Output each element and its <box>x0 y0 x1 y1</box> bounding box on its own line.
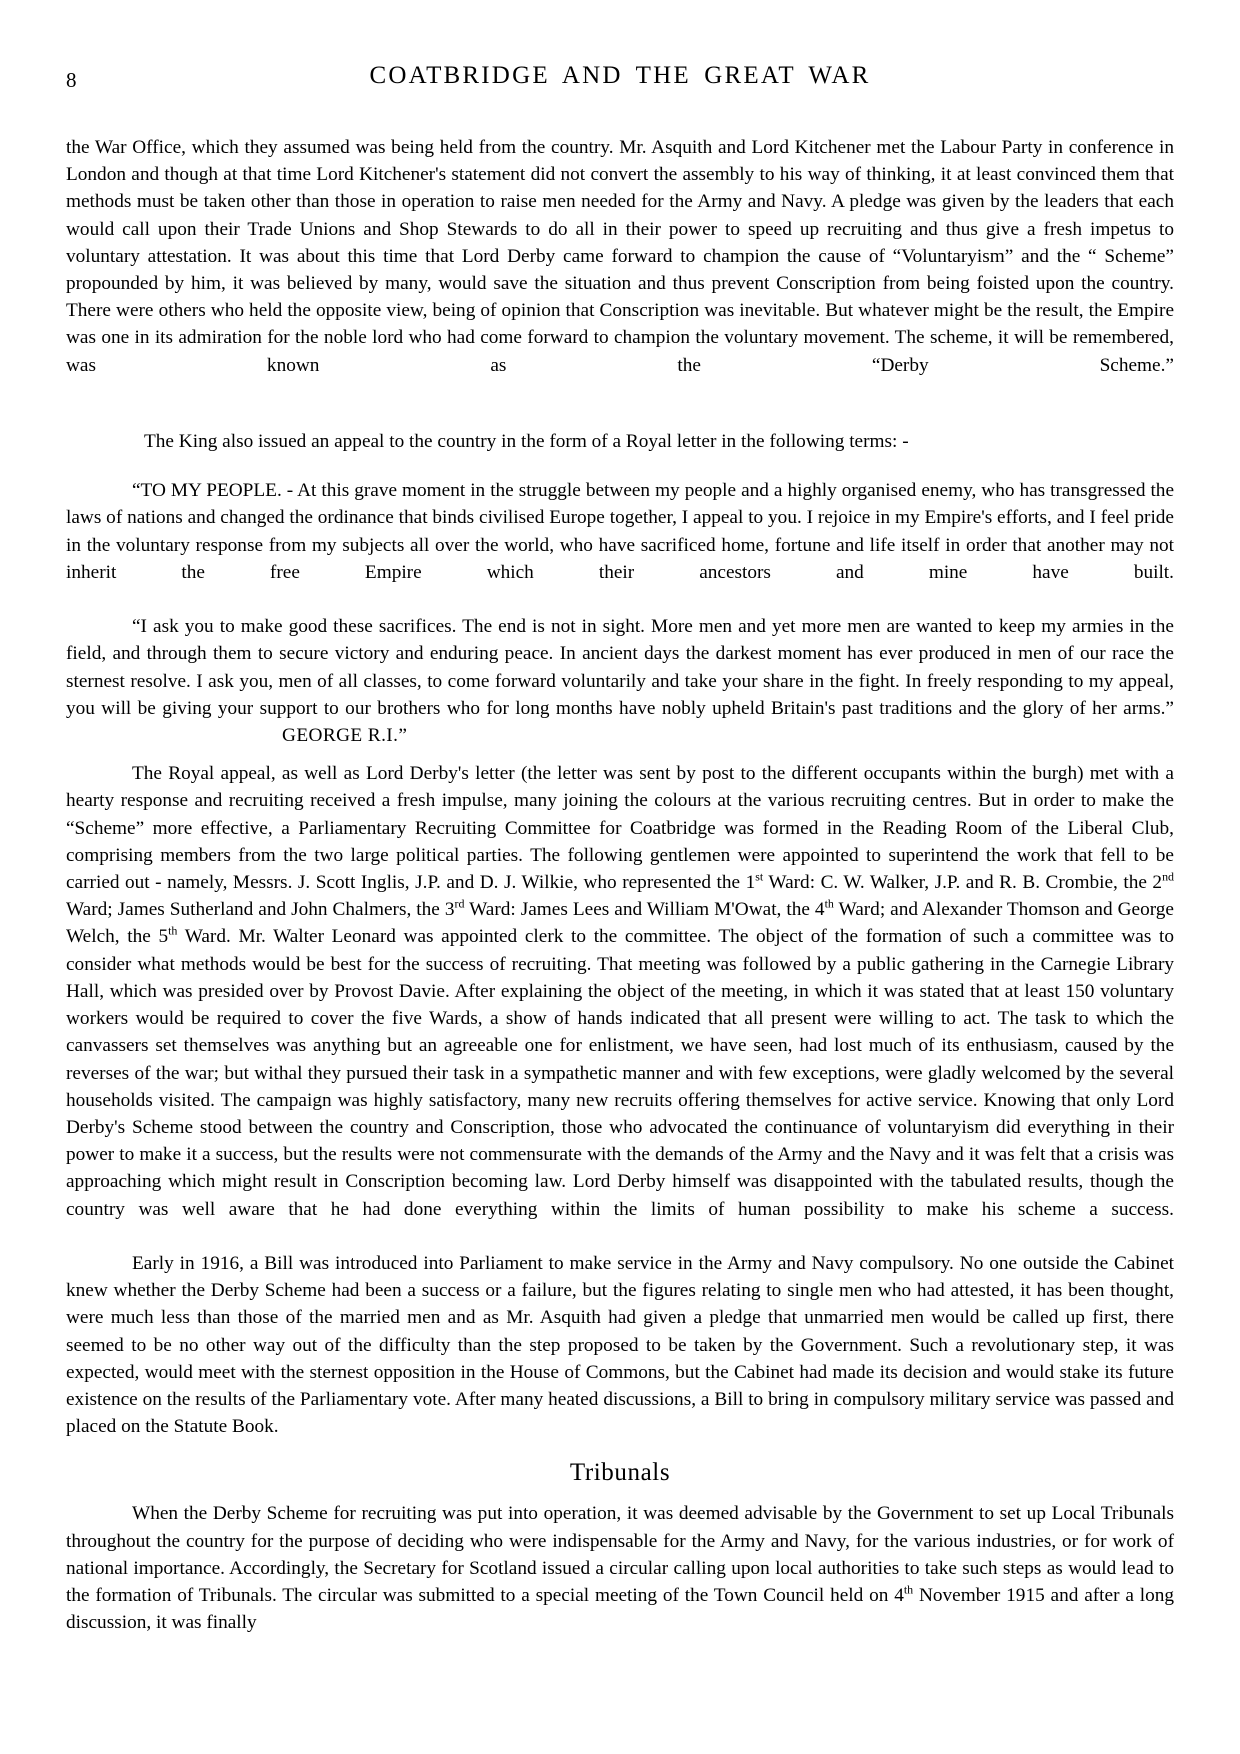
ordinal-suffix-date: th <box>903 1582 914 1597</box>
running-head <box>66 62 1174 100</box>
royal-signature: GEORGE R.I.” <box>282 725 408 747</box>
paragraph-tribunals <box>66 1500 1174 1636</box>
committee-text-e: Ward; and Alexander Thomson and George Welch, the 5 <box>66 899 1174 948</box>
paragraph-spacer <box>66 749 1174 760</box>
paragraph-royal-letter-2 <box>66 613 1174 749</box>
committee-text-c: Ward; James Sutherland and John Chalmers, the 3 <box>66 899 455 921</box>
committee-text-a: The Royal appeal, as well as Lord Derby's letter (the letter was sent by post to the different occupants within the burgh) met with a hearty response and recruiting received a fresh impulse, many joining the colours at the various recruiting centres. But in order to make the “Scheme” more effective, a Parliamentary Recruiting Committee for Coatbridge was formed in the Reading Room of the Liberal Club, comprising members from the two large political parties. The following gentlemen were appointed to superintend the work that fell to be carried out - namely, Messrs. J. Scott Inglis, J.P. and D. J. Wilkie, who represented the 1 <box>66 763 1174 894</box>
paragraph-king-intro: The King also issued an appeal to the country in the form of a Royal letter in the following terms: - <box>144 431 909 453</box>
paragraph-spacer <box>66 406 1174 428</box>
committee-text-b: Ward: C. W. Walker, J.P. and R. B. Crombie, the 2 <box>763 872 1163 894</box>
tribunals-text-a: When the Derby Scheme for recruiting was put into operation, it was deemed advisable by the Government to set up Local Tribunals throughout the country for the purpose of deciding who were indispensable for the Army and Navy, for the various industries, or for work of national importance. Accordingly, the Secretary for Scotland issued a circular calling upon local authorities to take such steps as would lead to the formation of Tribunals. The circular was submitted to a special meeting of the Town Council held on 4 <box>66 1503 1174 1606</box>
paragraph-royal-letter-1: “TO MY PEOPLE. - At this grave moment in the struggle between my people and a highly organised enemy, who has transgressed the laws of nations and changed the ordinance that binds civilised Europe together, I appeal to you. I rejoice in my Empire's efforts, and I feel pride in the voluntary response from my subjects all over the world, who have sacrificed home, fortune and life itself in order that another may not inherit the free Empire which their ancestors and mine have built. <box>66 480 1174 583</box>
ordinal-suffix-third: rd <box>454 896 465 911</box>
tribunals-text-b: November 1915 and after a long discussion, it was finally <box>66 1584 1174 1634</box>
committee-text-f: Ward. Mr. Walter Leonard was appointed clerk to the committee. The object of the formation of such a committee was to consider what methods would be best for the success of recruiting. That meeting was followed by a public gathering in the Carnegie Library Hall, which was presided over by Provost Davie. After explaining the object of the meeting, in which it was stated that at least 150 voluntary workers would be required to cover the five Wards, a show of hands indicated that all present were willing to act. The task to which the canvassers set themselves was anything but an agreeable one for enlistment, we have seen, had lost much of its enthusiasm, caused by the reverses of the war; but withal they pursued their task in a sympathetic manner and with few exceptions, were gladly welcomed by the several households visited. The campaign was highly satisfactory, many new recruits offering themselves for active service. Knowing that only Lord Derby's Scheme stood between the country and Conscription, those who advocated the continuance of voluntaryism did everything in their power to make it a success, but the results were not commensurate with the demands of the Army and the Navy and it was felt that a crisis was approaching which might result in Conscription becoming law. Lord Derby himself was disappointed with the tabulated results, though the country was well aware that he had done everything within the limits of human possibility to make his scheme a success. <box>66 926 1174 1220</box>
committee-text-d: Ward: James Lees and William M'Owat, the 4 <box>464 899 825 921</box>
ordinal-suffix-fifth: th <box>168 924 178 939</box>
body-text <box>66 134 1174 1636</box>
paragraph-bill-1916: Early in 1916, a Bill was introduced into Parliament to make service in the Army and Navy compulsory. No one outside the Cabinet knew whether the Derby Scheme had been a success or a failure, but the figures relating to single men who had attested, it has been thought, were much less than those of the married men and as Mr. Asquith had given a pledge that unmarried men would be called up first, there seemed to be no other way out of the difficulty than the step proposed to be taken by the Government. Such a revolutionary step, it was expected, would meet with the sternest opposition in the House of Commons, but the Cabinet had made its decision and would stake its future existence on the results of the Parliamentary vote. After many heated discussions, a Bill to bring in compulsory military service was passed and placed on the Statute Book. <box>66 1252 1174 1438</box>
royal-letter-text: “I ask you to make good these sacrifices. The end is not in sight. More men and yet more men are wanted to keep my armies in the field, and through them to secure victory and enduring peace. In ancient days the darkest moment has ever produced in men of our race the sternest resolve. I ask you, men of all classes, to come forward voluntarily and take your share in the fight. In freely responding to my appeal, you will be giving your support to our brothers who for long months have nobly upheld Britain's past traditions and the glory of her arms.” <box>66 616 1174 719</box>
ordinal-suffix-fourth: th <box>824 896 834 911</box>
running-head-title: COATBRIDGE AND THE GREAT WAR <box>369 62 871 89</box>
section-heading-tribunals: Tribunals <box>569 1459 671 1487</box>
paragraph-recruiting-committee <box>66 760 1174 1250</box>
ordinal-suffix-first: st <box>755 869 764 884</box>
page-number: 8 <box>66 68 77 92</box>
paragraph-continued: the War Office, which they assumed was being held from the country. Mr. Asquith and Lord Kitchener met the Labour Party in conference in London and though at that time Lord Kitchener's statement did not convert the assembly to his way of thinking, it at least convinced them that methods must be taken other than those in operation to raise men needed for the Army and Navy. A pledge was given by the leaders that each would call upon their Trade Unions and Shop Stewards to do all in their power to speed up recruiting and thus give a fresh impetus to voluntary attestation. It was about this time that Lord Derby came forward to champion the cause of “Voluntaryism” and the “ Scheme” propounded by him, it was believed by many, would save the situation and thus prevent Conscription from being foisted upon the country. There were others who held the opposite view, being of opinion that Conscription was inevitable. But whatever might be the result, the Empire was one in its admiration for the noble lord who had come forward to champion the voluntary movement. The scheme, it will be remembered, was known as the “Derby Scheme.” <box>66 137 1174 376</box>
ordinal-suffix-second: nd <box>1162 869 1175 884</box>
paragraph-spacer <box>66 455 1174 477</box>
